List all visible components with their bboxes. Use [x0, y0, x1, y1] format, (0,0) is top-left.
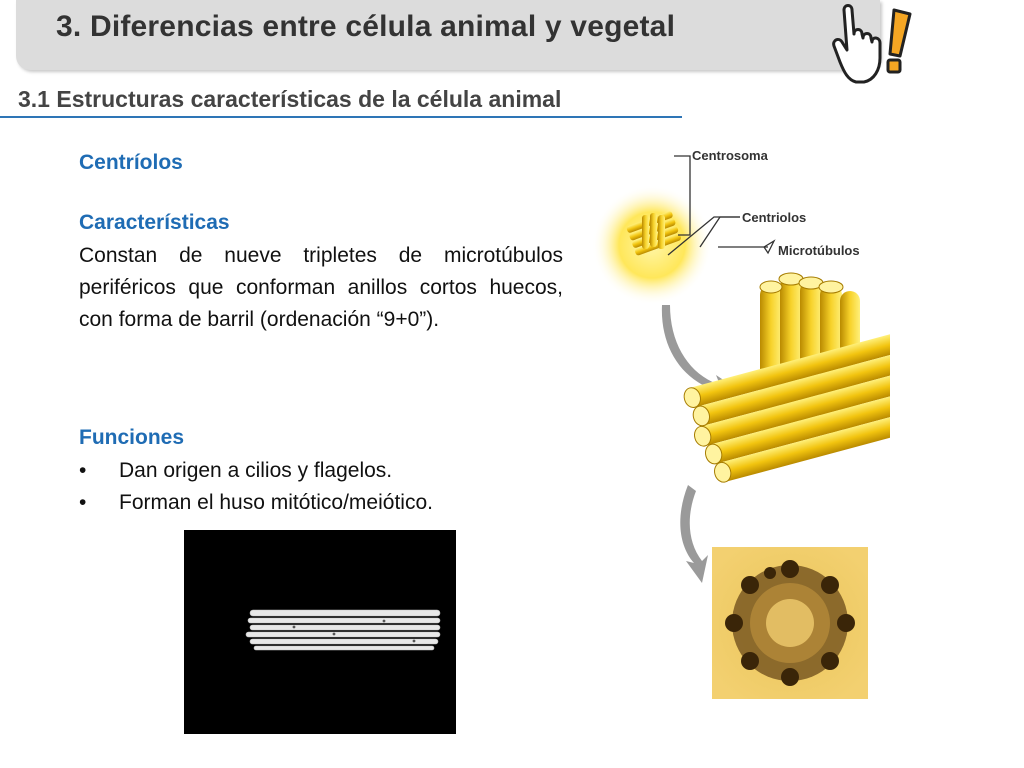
function-text: Forman el huso mitótico/meiótico.	[119, 491, 433, 514]
structure-heading: Centríolos	[79, 151, 183, 174]
label-centrosome: Centrosoma	[692, 148, 768, 163]
section-subtitle: 3.1 Estructuras características de la célula animal	[18, 86, 562, 112]
list-item	[79, 455, 433, 487]
features-heading: Características	[79, 211, 230, 234]
list-item	[79, 487, 433, 519]
bullet-icon: •	[79, 459, 87, 482]
function-text: Dan origen a cilios y flagelos.	[119, 459, 393, 482]
functions-list	[79, 455, 433, 519]
features-text: Constan de nueve tripletes de microtúbulos periféricos que conforman anillos cortos huecos, con forma de barril (ordenación “9+0”).	[79, 244, 563, 331]
centrosome-glow	[592, 185, 712, 305]
centriole-micrograph	[184, 530, 456, 734]
centriole-rod	[246, 610, 440, 650]
bullet-icon: •	[79, 491, 87, 514]
centrosome-illustration	[590, 135, 890, 705]
label-microtubules: Microtúbulos	[778, 243, 860, 258]
subtitle-divider	[0, 116, 682, 118]
pointing-hand-exclamation-icon	[830, 0, 920, 88]
title-bar	[16, 0, 880, 70]
label-centrioles: Centriolos	[742, 210, 807, 225]
centriole-pair-enlarged	[682, 273, 890, 487]
slide-title: 3. Diferencias entre célula animal y vegetal	[56, 10, 676, 43]
curved-arrow-icon	[680, 485, 708, 583]
centriole-cross-section	[712, 547, 868, 699]
functions-heading: Funciones	[79, 426, 185, 449]
